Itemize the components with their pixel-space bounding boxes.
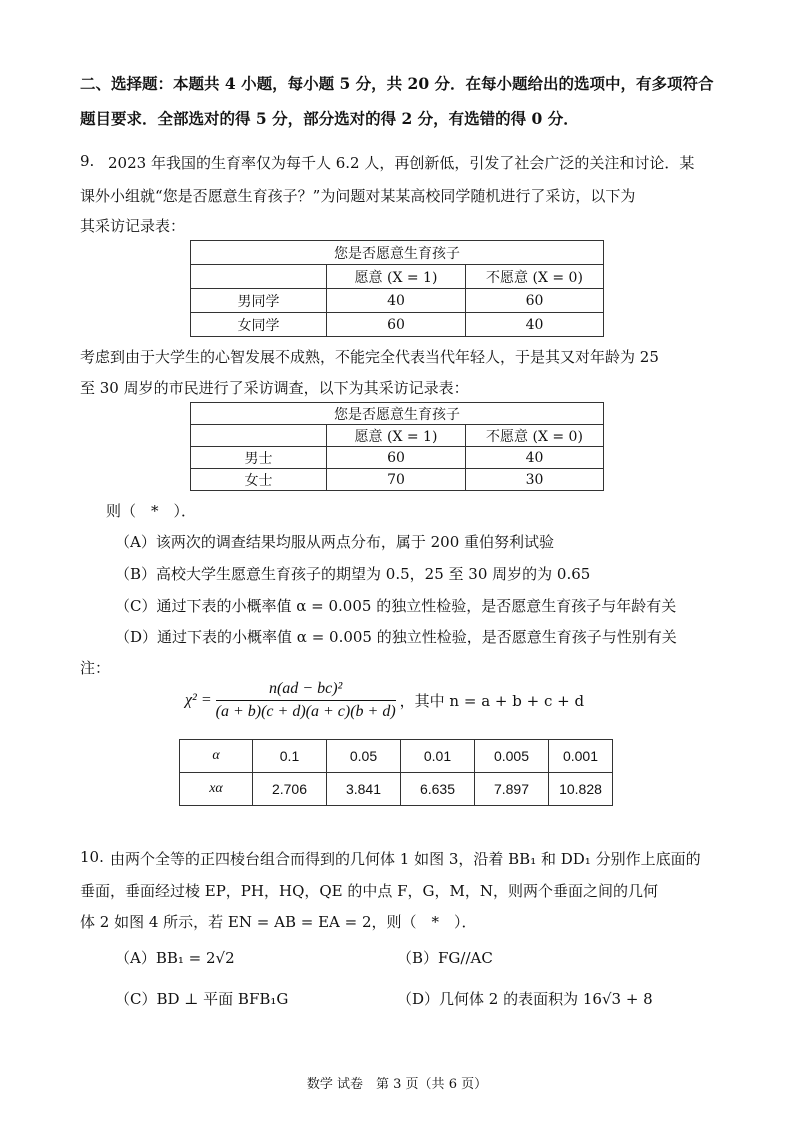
q9-line1: 2023 年我国的生育率仅为每千人 6.2 人，再创新低，引发了社会广泛的关注和讨论．某 [108, 154, 695, 172]
option-c: （C）通过下表的小概率值 α = 0.005 的独立性检验，是否愿意生育孩子与年龄有关 [115, 597, 677, 615]
formula-where: ，其中 n = a + b + c + d [399, 692, 585, 710]
page-footer: 数学 试卷 第 3 页（共 6 页） [306, 1077, 488, 1092]
question-9 [80, 152, 94, 170]
option-b: （B）高校大学生愿意生育孩子的期望为 0.5，25 至 30 周岁的为 0.65 [115, 565, 591, 583]
q9-line2: 课外小组就“您是否愿意生育孩子？”为问题对某某高校同学随机进行了采访，以下为 [80, 187, 636, 205]
survey-table-students [190, 240, 604, 337]
cell-yes: 60 [327, 313, 466, 337]
alpha-cell: 0.001 [549, 740, 613, 773]
q9-mid-line2: 至 30 周岁的市民进行了采访调查，以下为其采访记录表： [80, 379, 469, 397]
survey-table-citizens [190, 402, 604, 491]
table-corner [191, 425, 327, 447]
value-cell: 7.897 [475, 773, 549, 806]
formula-numerator: n(ad − bc)² [216, 680, 396, 701]
q10-line3: 体 2 如图 4 所示，若 EN = AB = EA = 2，则（ * ）． [80, 913, 477, 931]
q10-line2: 垂面，垂面经过棱 EP，PH，HQ，QE 的中点 F，G，M，N，则两个垂面之间的几何 [80, 882, 659, 900]
q10-option-d: （D）几何体 2 的表面积为 16√3 + 8 [397, 990, 653, 1008]
value-cell: 10.828 [549, 773, 613, 806]
section-heading [80, 72, 714, 129]
cell-yes: 40 [327, 289, 466, 313]
row-label: 女同学 [191, 313, 327, 337]
table-title: 您是否愿意生育孩子 [191, 403, 604, 425]
cell-yes: 70 [327, 469, 466, 491]
q10-option-b: （B）FG//AC [397, 949, 493, 967]
cell-no: 30 [466, 469, 604, 491]
cell-yes: 60 [327, 447, 466, 469]
alpha-cell: 0.005 [475, 740, 549, 773]
col-header-yes: 愿意 (X = 1) [327, 425, 466, 447]
row-label-x-alpha: xα [180, 773, 253, 806]
value-cell: 6.635 [401, 773, 475, 806]
table-corner [191, 265, 327, 289]
table-row [191, 313, 604, 337]
table-row [191, 469, 604, 491]
cell-no: 60 [466, 289, 604, 313]
note-label: 注： [80, 659, 111, 677]
question-10 [80, 848, 104, 866]
chi-square-formula [185, 680, 584, 721]
question-number: 9. [80, 152, 95, 170]
section-heading-line2: 题目要求．全部选对的得 5 分，部分选对的得 2 分，有选错的得 0 分． [80, 109, 579, 128]
table-title: 您是否愿意生育孩子 [191, 241, 604, 265]
row-label: 男士 [191, 447, 327, 469]
row-label-alpha: α [180, 740, 253, 773]
value-cell: 3.841 [327, 773, 401, 806]
formula-fraction [216, 680, 396, 721]
col-header-yes: 愿意 (X = 1) [327, 265, 466, 289]
row-label: 女士 [191, 469, 327, 491]
q9-line3: 其采访记录表： [80, 217, 186, 235]
q9-then: 则（ * ）． [106, 502, 197, 520]
value-cell: 2.706 [253, 773, 327, 806]
cell-no: 40 [466, 447, 604, 469]
formula-lhs: χ² = [185, 691, 212, 709]
q10-line1: 由两个全等的正四棱台组合而得到的几何体 1 如图 3，沿着 BB₁ 和 DD₁ 分别作上底面的 [110, 850, 701, 868]
q9-mid-line1: 考虑到由于大学生的心智发展不成熟，不能完全代表当代年轻人，于是其又对年龄为 25 [80, 348, 659, 366]
alpha-cell: 0.01 [401, 740, 475, 773]
table-row [191, 289, 604, 313]
alpha-cell: 0.1 [253, 740, 327, 773]
q10-option-c: （C）BD ⊥ 平面 BFB₁G [115, 990, 289, 1008]
question-number: 10. [80, 848, 104, 866]
col-header-no: 不愿意 (X = 0) [466, 425, 604, 447]
section-heading-line1: 二、选择题：本题共 4 小题，每小题 5 分，共 20 分．在每小题给出的选项中，有多项符合 [80, 74, 714, 93]
alpha-cell: 0.05 [327, 740, 401, 773]
cell-no: 40 [466, 313, 604, 337]
formula-denominator: (a + b)(c + d)(a + c)(b + d) [215, 703, 396, 720]
option-a: （A）该两次的调查结果均服从两点分布，属于 200 重伯努利试验 [115, 533, 555, 551]
critical-value-table [179, 739, 613, 806]
col-header-no: 不愿意 (X = 0) [466, 265, 604, 289]
q10-option-a: （A）BB₁ = 2√2 [115, 949, 235, 967]
option-d: （D）通过下表的小概率值 α = 0.005 的独立性检验，是否愿意生育孩子与性别有关 [115, 628, 677, 646]
row-label: 男同学 [191, 289, 327, 313]
table-row [191, 447, 604, 469]
